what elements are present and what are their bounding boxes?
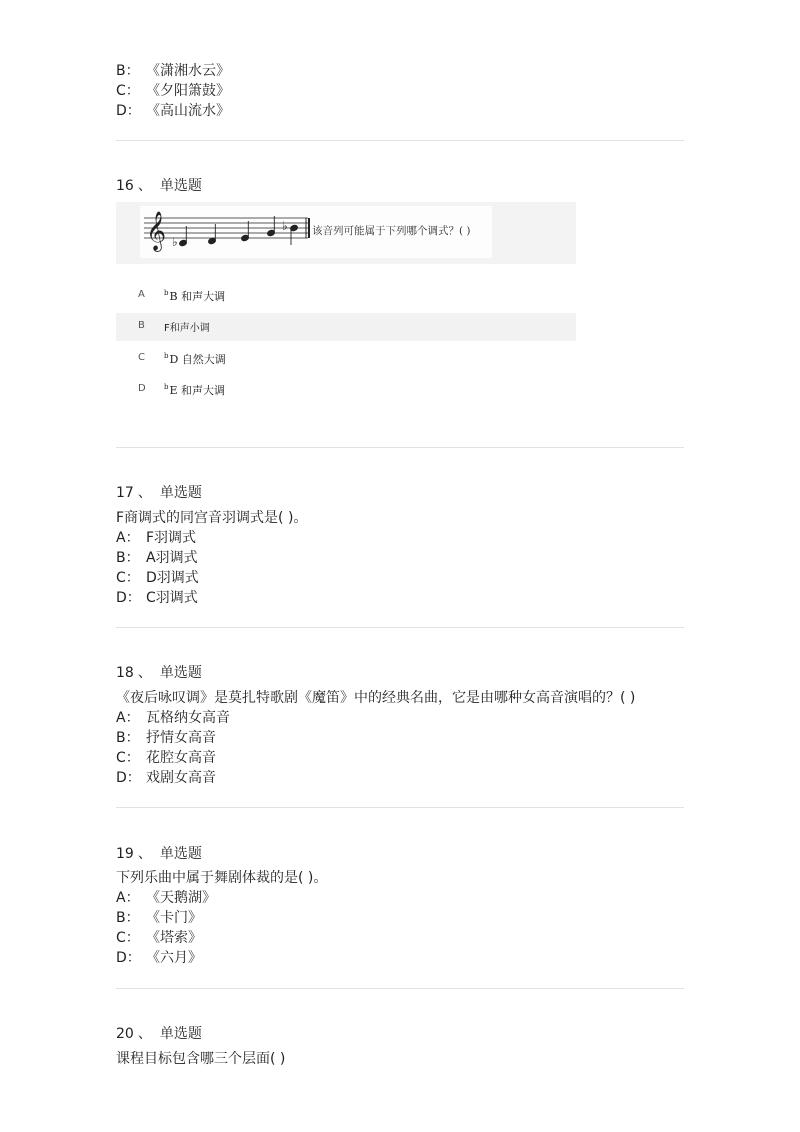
q18-option-c[interactable] [116, 748, 216, 768]
option-letter: B： [116, 550, 140, 566]
divider [116, 140, 684, 141]
option-text: 《六月》 [146, 950, 202, 966]
question-separator: 、 [137, 485, 152, 501]
q17-stem: F商调式的同宫音羽调式是( )。 [116, 510, 308, 526]
q16-option-d[interactable] [116, 376, 576, 404]
option-label: E 和声大调 [169, 384, 226, 397]
option-letter: C [138, 352, 145, 363]
svg-text:♭: ♭ [282, 219, 288, 233]
option-text: F和声小调 [164, 323, 210, 334]
option-letter: C： [116, 83, 140, 99]
option-text: 《卡门》 [146, 910, 202, 926]
flat-sign: b [164, 289, 169, 298]
q19-header [116, 844, 202, 864]
q15-option-d [116, 101, 230, 121]
option-text: 《夕阳箫鼓》 [146, 83, 230, 99]
question-separator: 、 [137, 1026, 152, 1042]
question-number: 18 [116, 665, 134, 681]
q16-option-a[interactable] [116, 282, 576, 310]
question-type: 单选题 [159, 846, 202, 862]
option-letter: A： [116, 530, 140, 546]
option-text: D羽调式 [146, 570, 199, 586]
option-text: 花腔女高音 [146, 750, 216, 766]
divider [116, 988, 684, 989]
option-letter: A [138, 289, 145, 300]
q17-header [116, 483, 202, 503]
question-separator: 、 [137, 178, 152, 194]
option-letter: C： [116, 750, 140, 766]
option-text: C羽调式 [146, 590, 198, 606]
question-number: 16 [116, 178, 134, 194]
option-letter: C： [116, 570, 140, 586]
q19-option-b[interactable] [116, 908, 202, 928]
flat-sign: b [164, 383, 169, 392]
q18-option-b[interactable] [116, 728, 216, 748]
option-text: 《高山流水》 [146, 103, 230, 119]
q20-stem: 课程目标包含哪三个层面( ) [116, 1051, 286, 1067]
question-number: 20 [116, 1026, 134, 1042]
q15-option-c [116, 81, 230, 101]
q19-option-d[interactable] [116, 948, 202, 968]
option-letter: B： [116, 63, 140, 79]
divider [116, 627, 684, 628]
question-type: 单选题 [159, 665, 202, 681]
option-text: 抒情女高音 [146, 730, 216, 746]
q19-option-c[interactable] [116, 928, 202, 948]
image-question-text: 该音列可能属于下列哪个调式？( ) [312, 225, 471, 237]
option-text: 瓦格纳女高音 [146, 710, 230, 726]
question-number: 19 [116, 846, 134, 862]
q17-option-c[interactable] [116, 568, 199, 588]
option-letter: D [138, 383, 146, 394]
q18-stem: 《夜后咏叹调》是莫扎特歌剧《魔笛》中的经典名曲，它是由哪种女高音演唱的？( ) [116, 690, 636, 706]
option-letter: B： [116, 730, 140, 746]
q16-option-c[interactable] [116, 345, 576, 373]
music-staff-image [140, 206, 492, 258]
option-text: 戏剧女高音 [146, 770, 216, 786]
question-separator: 、 [137, 665, 152, 681]
option-letter: A： [116, 710, 140, 726]
question-number: 17 [116, 485, 134, 501]
option-text: 《天鹅湖》 [146, 890, 216, 906]
option-text: 《塔索》 [146, 930, 202, 946]
option-letter: B： [116, 910, 140, 926]
option-text: A羽调式 [146, 550, 198, 566]
option-letter: B [138, 320, 145, 331]
q18-option-a[interactable] [116, 708, 230, 728]
q20-header [116, 1024, 202, 1044]
option-letter: C： [116, 930, 140, 946]
q16-header [116, 176, 202, 196]
option-text: F羽调式 [146, 530, 197, 546]
option-text [164, 288, 225, 304]
q18-option-d[interactable] [116, 768, 216, 788]
q17-option-b[interactable] [116, 548, 198, 568]
question-type: 单选题 [159, 178, 202, 194]
question-separator: 、 [137, 846, 152, 862]
question-type: 单选题 [159, 1026, 202, 1042]
option-letter: A： [116, 890, 140, 906]
question-type: 单选题 [159, 485, 202, 501]
divider [116, 447, 684, 448]
q16-option-b[interactable] [116, 313, 576, 341]
q16-image-block [116, 202, 576, 264]
option-letter: D： [116, 590, 141, 606]
svg-text:𝄞: 𝄞 [146, 211, 167, 251]
option-label: D 自然大调 [169, 353, 226, 366]
option-text [164, 351, 226, 367]
q17-option-a[interactable] [116, 528, 196, 548]
option-text [164, 382, 225, 398]
q15-option-b [116, 61, 230, 81]
q17-option-d[interactable] [116, 588, 198, 608]
divider [116, 807, 684, 808]
svg-text:♭: ♭ [172, 235, 178, 249]
q18-header [116, 663, 202, 683]
q19-stem: 下列乐曲中属于舞剧体裁的是( )。 [116, 870, 328, 886]
option-letter: D： [116, 770, 141, 786]
option-letter: D： [116, 103, 141, 119]
q19-option-a[interactable] [116, 888, 216, 908]
option-label: B 和声大调 [169, 290, 226, 303]
option-text: 《潇湘水云》 [146, 63, 230, 79]
flat-sign: b [164, 352, 169, 361]
option-letter: D： [116, 950, 141, 966]
